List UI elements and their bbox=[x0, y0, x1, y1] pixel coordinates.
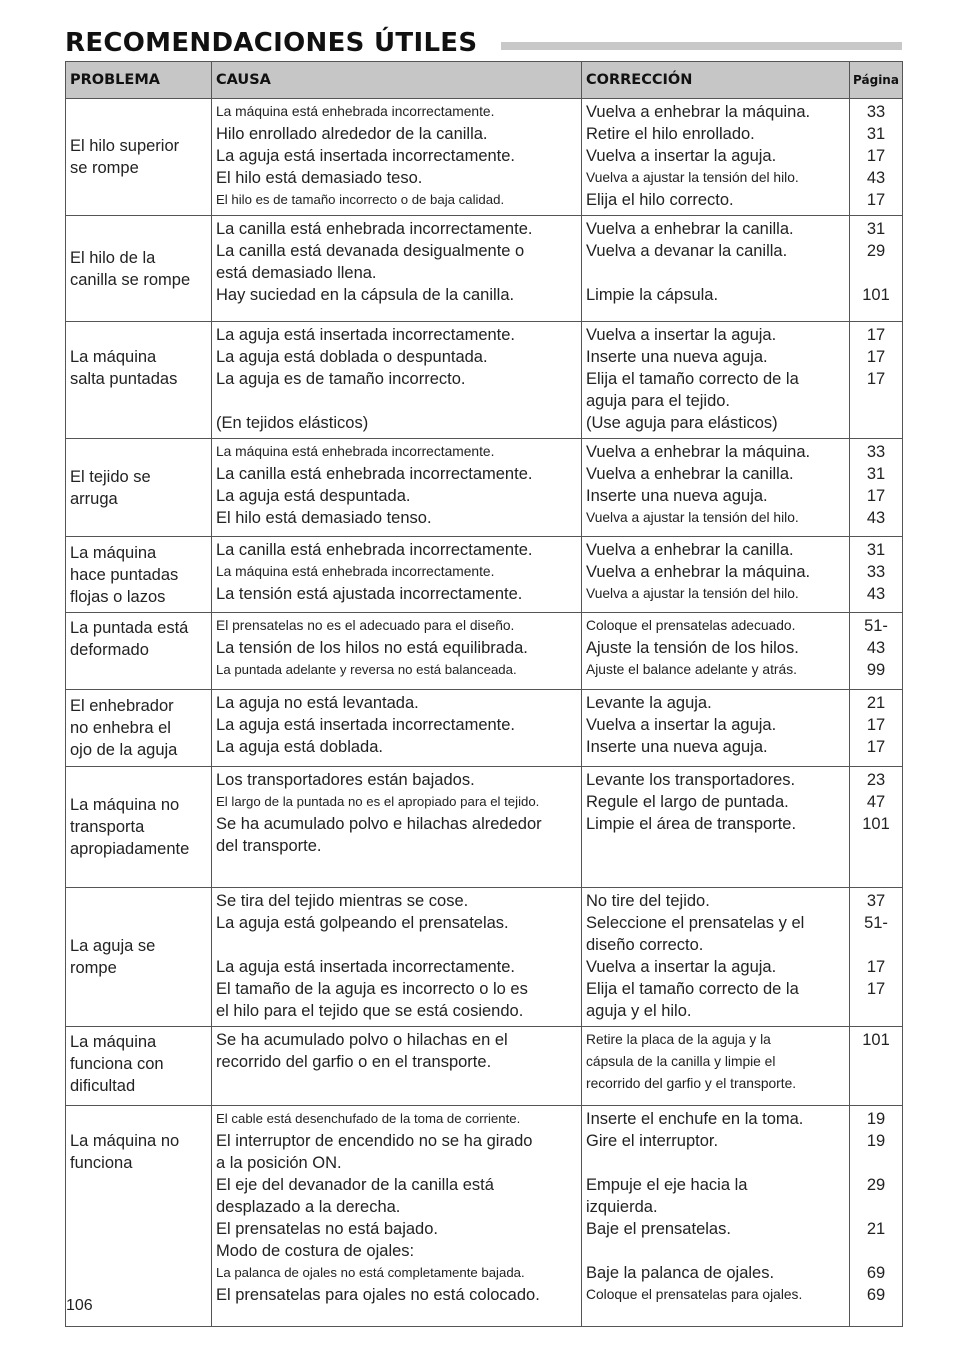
page-ref-cell bbox=[850, 767, 903, 888]
correction-text: Vuelva a enhebrar la máquina. bbox=[586, 563, 811, 581]
cause-cell bbox=[212, 99, 582, 216]
troubleshooting-table bbox=[65, 61, 903, 1327]
cause-text: el hilo para el tejido que se está cosiendo. bbox=[216, 1002, 524, 1020]
correction-cell bbox=[582, 1106, 850, 1327]
page-ref: 29 bbox=[866, 1176, 886, 1194]
table-row bbox=[66, 537, 903, 613]
cause-text: La aguja está golpeando el prensatelas. bbox=[216, 914, 509, 932]
page-ref: 69 bbox=[866, 1264, 886, 1282]
table-header-row bbox=[66, 62, 903, 99]
page-ref: 33 bbox=[866, 563, 886, 581]
page-ref: 101 bbox=[862, 286, 890, 304]
correction-text: Gire el interruptor. bbox=[586, 1132, 719, 1150]
page-ref-cell bbox=[850, 537, 903, 613]
page-ref: 51- bbox=[864, 914, 888, 932]
cause-cell bbox=[212, 767, 582, 888]
header-page: Página bbox=[850, 62, 903, 99]
problem-text: deformado bbox=[70, 641, 149, 659]
cause-text: El interruptor de encendido no se ha girado bbox=[216, 1132, 533, 1150]
page-ref: 17 bbox=[866, 716, 886, 734]
cause-text: La tensión de los hilos no está equilibrada. bbox=[216, 639, 528, 657]
page-ref-cell bbox=[850, 1027, 903, 1106]
cause-cell bbox=[212, 613, 582, 690]
problem-text: La máquina bbox=[70, 348, 157, 366]
cause-text: La máquina está enhebrada incorrectamente. bbox=[216, 104, 495, 119]
page-ref-cell bbox=[850, 1106, 903, 1327]
problem-cell bbox=[66, 99, 212, 216]
cause-text: El prensatelas no está bajado. bbox=[216, 1220, 438, 1238]
problem-cell bbox=[66, 613, 212, 690]
correction-text: cápsula de la canilla y limpie el bbox=[586, 1054, 776, 1069]
page-ref: 101 bbox=[862, 815, 890, 833]
cause-cell bbox=[212, 537, 582, 613]
cause-text: El prensatelas no es el adecuado para el diseño. bbox=[216, 618, 515, 633]
cause-cell bbox=[212, 1106, 582, 1327]
correction-text: Vuelva a insertar la aguja. bbox=[586, 326, 777, 344]
correction-text: Inserte una nueva aguja. bbox=[586, 487, 768, 505]
problem-text: El hilo superior bbox=[70, 137, 180, 155]
header-cause: CAUSA bbox=[212, 62, 582, 99]
cause-text: Los transportadores están bajados. bbox=[216, 771, 475, 789]
table-row bbox=[66, 613, 903, 690]
page-ref-cell bbox=[850, 613, 903, 690]
page-ref bbox=[854, 1196, 898, 1218]
page-ref: 33 bbox=[866, 443, 886, 461]
page-ref: 17 bbox=[866, 370, 886, 388]
cause-cell bbox=[212, 439, 582, 537]
page-ref bbox=[854, 1000, 898, 1022]
page-ref bbox=[854, 1152, 898, 1174]
cause-text: El hilo está demasiado tenso. bbox=[216, 509, 432, 527]
page-ref: 31 bbox=[866, 125, 886, 143]
page-ref: 21 bbox=[866, 1220, 886, 1238]
correction-cell bbox=[582, 690, 850, 767]
correction-text: Seleccione el prensatelas y el bbox=[586, 914, 805, 932]
cause-text: El cable está desenchufado de la toma de corriente. bbox=[216, 1111, 521, 1126]
page-ref: 43 bbox=[866, 639, 886, 657]
correction-text: No tire del tejido. bbox=[586, 892, 710, 910]
cause-text: del transporte. bbox=[216, 837, 322, 855]
correction-cell bbox=[582, 613, 850, 690]
page-ref: 17 bbox=[866, 326, 886, 344]
page-ref: 51- bbox=[864, 617, 888, 635]
correction-text: Baje la palanca de ojales. bbox=[586, 1264, 775, 1282]
problem-text: La máquina bbox=[70, 543, 157, 562]
correction-text: Vuelva a enhebrar la máquina. bbox=[586, 103, 811, 121]
cause-text: El tamaño de la aguja es incorrecto o lo es bbox=[216, 980, 528, 998]
cause-text: El prensatelas para ojales no está colocado. bbox=[216, 1286, 540, 1304]
correction-text: Baje el prensatelas. bbox=[586, 1220, 731, 1238]
table-body bbox=[66, 99, 903, 1327]
page-ref: 19 bbox=[866, 1132, 886, 1150]
correction-text: Elija el tamaño correcto de la bbox=[586, 370, 799, 388]
page-ref-cell bbox=[850, 888, 903, 1027]
correction-text: Regule el largo de puntada. bbox=[586, 793, 789, 811]
cause-text: El largo de la puntada no es el apropiado para el tejido. bbox=[216, 794, 540, 809]
correction-text bbox=[586, 1152, 845, 1174]
correction-text: aguja para el tejido. bbox=[586, 392, 731, 410]
page-ref: 33 bbox=[866, 103, 886, 121]
page-ref bbox=[854, 1240, 898, 1262]
table-row bbox=[66, 216, 903, 322]
cause-text: La aguja no está levantada. bbox=[216, 694, 419, 712]
correction-text: Empuje el eje hacia la bbox=[586, 1176, 748, 1194]
page-title: RECOMENDACIONES ÚTILES bbox=[65, 28, 478, 58]
page-ref bbox=[854, 412, 898, 434]
page-ref: 31 bbox=[866, 465, 886, 483]
problem-text: dificultad bbox=[70, 1077, 136, 1095]
page-ref: 47 bbox=[866, 793, 886, 811]
correction-text: Coloque el prensatelas para ojales. bbox=[586, 1287, 803, 1302]
correction-cell bbox=[582, 322, 850, 439]
cause-text: La aguja es de tamaño incorrecto. bbox=[216, 370, 466, 388]
correction-text: Retire el hilo enrollado. bbox=[586, 125, 755, 143]
cause-text: La canilla está enhebrada incorrectamente. bbox=[216, 220, 533, 238]
table-row bbox=[66, 439, 903, 537]
cause-cell bbox=[212, 322, 582, 439]
page-ref-cell bbox=[850, 99, 903, 216]
page-ref: 31 bbox=[866, 541, 886, 559]
table-row bbox=[66, 1027, 903, 1106]
correction-text: Ajuste el balance adelante y atrás. bbox=[586, 662, 797, 677]
correction-text: Vuelva a enhebrar la canilla. bbox=[586, 541, 794, 559]
correction-text: aguja y el hilo. bbox=[586, 1002, 692, 1020]
page-ref: 21 bbox=[866, 694, 886, 712]
correction-cell bbox=[582, 1027, 850, 1106]
problem-cell bbox=[66, 1027, 212, 1106]
cause-text bbox=[216, 934, 577, 956]
correction-cell bbox=[582, 537, 850, 613]
correction-text bbox=[586, 835, 845, 857]
table-row bbox=[66, 767, 903, 888]
correction-text: Levante los transportadores. bbox=[586, 771, 796, 789]
correction-cell bbox=[582, 216, 850, 322]
page-ref-cell bbox=[850, 216, 903, 322]
page-ref: 101 bbox=[862, 1031, 890, 1049]
page-ref: 37 bbox=[866, 892, 886, 910]
cause-text: desplazado a la derecha. bbox=[216, 1198, 401, 1216]
title-rule bbox=[501, 42, 902, 50]
cause-text: La palanca de ojales no está completamente bajada. bbox=[216, 1265, 525, 1280]
page-ref: 43 bbox=[866, 509, 886, 527]
problem-text: salta puntadas bbox=[70, 370, 178, 388]
correction-text: diseño correcto. bbox=[586, 936, 704, 954]
problem-text: se rompe bbox=[70, 159, 139, 177]
correction-text: Inserte el enchufe en la toma. bbox=[586, 1110, 804, 1128]
correction-text: izquierda. bbox=[586, 1198, 658, 1216]
cause-text: La puntada adelante y reversa no está balanceada. bbox=[216, 662, 517, 677]
cause-text: La aguja está insertada incorrectamente. bbox=[216, 147, 516, 165]
header-problem: PROBLEMA bbox=[66, 62, 212, 99]
correction-text: Elija el tamaño correcto de la bbox=[586, 980, 799, 998]
page-ref-cell bbox=[850, 690, 903, 767]
cause-text: (En tejidos elásticos) bbox=[216, 414, 369, 432]
page-ref: 23 bbox=[866, 771, 886, 789]
page-ref: 69 bbox=[866, 1286, 886, 1304]
cause-text: Modo de costura de ojales: bbox=[216, 1242, 415, 1260]
cause-text: La canilla está enhebrada incorrectamente. bbox=[216, 541, 533, 559]
correction-text: Levante la aguja. bbox=[586, 694, 712, 712]
cause-text: Se ha acumulado polvo e hilachas alrededor bbox=[216, 815, 542, 833]
cause-text: está demasiado llena. bbox=[216, 264, 377, 282]
problem-cell bbox=[66, 888, 212, 1027]
cause-text: La aguja está doblada. bbox=[216, 738, 383, 756]
page-ref: 29 bbox=[866, 242, 886, 260]
page-ref: 19 bbox=[866, 1110, 886, 1128]
problem-text: ojo de la aguja bbox=[70, 741, 178, 759]
correction-text: Vuelva a enhebrar la canilla. bbox=[586, 465, 794, 483]
cause-text: La máquina está enhebrada incorrectamente. bbox=[216, 564, 495, 579]
page-ref: 17 bbox=[866, 191, 886, 209]
correction-text: recorrido del garfio y el transporte. bbox=[586, 1076, 797, 1091]
cause-text bbox=[216, 1073, 577, 1095]
problem-text: arruga bbox=[70, 489, 118, 508]
page-ref: 17 bbox=[866, 348, 886, 366]
cause-text: El hilo es de tamaño incorrecto o de baja calidad. bbox=[216, 192, 505, 207]
table-row bbox=[66, 690, 903, 767]
page-ref bbox=[854, 1073, 898, 1095]
page-ref: 17 bbox=[866, 958, 886, 976]
cause-cell bbox=[212, 888, 582, 1027]
page-ref-cell bbox=[850, 439, 903, 537]
page-ref: 17 bbox=[866, 487, 886, 505]
problem-cell bbox=[66, 322, 212, 439]
cause-text: La aguja está despuntada. bbox=[216, 487, 411, 505]
correction-text: Inserte una nueva aguja. bbox=[586, 738, 768, 756]
cause-text: Hay suciedad en la cápsula de la canilla. bbox=[216, 286, 515, 304]
problem-text: La puntada está bbox=[70, 619, 189, 637]
problem-cell bbox=[66, 537, 212, 613]
cause-text: El eje del devanador de la canilla está bbox=[216, 1176, 494, 1194]
problem-text: El hilo de la bbox=[70, 248, 156, 267]
correction-text bbox=[586, 262, 845, 284]
page-ref bbox=[854, 262, 898, 284]
table-row bbox=[66, 322, 903, 439]
correction-text: (Use aguja para elásticos) bbox=[586, 414, 778, 432]
correction-text: Vuelva a insertar la aguja. bbox=[586, 958, 777, 976]
problem-text: La máquina no bbox=[70, 1132, 180, 1150]
header-correction: CORRECCIÓN bbox=[582, 62, 850, 99]
correction-text: Vuelva a ajustar la tensión del hilo. bbox=[586, 586, 799, 601]
cause-text: Se ha acumulado polvo o hilachas en el bbox=[216, 1031, 508, 1049]
cause-text: recorrido del garfio o en el transporte. bbox=[216, 1053, 492, 1071]
problem-text: no enhebra el bbox=[70, 719, 171, 737]
problem-text: La máquina no bbox=[70, 796, 180, 814]
correction-cell bbox=[582, 888, 850, 1027]
correction-text: Limpie la cápsula. bbox=[586, 286, 719, 304]
page-ref bbox=[854, 390, 898, 412]
problem-cell bbox=[66, 216, 212, 322]
correction-text: Vuelva a enhebrar la canilla. bbox=[586, 220, 794, 238]
page-ref bbox=[854, 835, 898, 857]
correction-text: Limpie el área de transporte. bbox=[586, 815, 797, 833]
page-ref: 99 bbox=[866, 661, 886, 679]
problem-text: hace puntadas bbox=[70, 565, 179, 584]
page-number: 106 bbox=[66, 1297, 93, 1314]
problem-cell bbox=[66, 767, 212, 888]
problem-text: rompe bbox=[70, 959, 117, 977]
correction-text bbox=[586, 1240, 845, 1262]
correction-text: Vuelva a insertar la aguja. bbox=[586, 716, 777, 734]
cause-text: La máquina está enhebrada incorrectamente. bbox=[216, 444, 495, 459]
page-ref bbox=[854, 1051, 898, 1073]
title-bar bbox=[65, 26, 902, 60]
table-row bbox=[66, 1106, 903, 1327]
cause-text: La aguja está insertada incorrectamente. bbox=[216, 326, 516, 344]
correction-text: Ajuste la tensión de los hilos. bbox=[586, 639, 799, 657]
cause-text: La canilla está devanada desigualmente o bbox=[216, 242, 525, 260]
correction-text: Elija el hilo correcto. bbox=[586, 191, 734, 209]
cause-cell bbox=[212, 690, 582, 767]
cause-text: a la posición ON. bbox=[216, 1154, 342, 1172]
problem-text: canilla se rompe bbox=[70, 270, 191, 289]
problem-text: La máquina bbox=[70, 1033, 157, 1051]
problem-text: funciona con bbox=[70, 1055, 164, 1073]
problem-cell bbox=[66, 690, 212, 767]
correction-text: Vuelva a insertar la aguja. bbox=[586, 147, 777, 165]
problem-text: El enhebrador bbox=[70, 697, 174, 715]
cause-text: La aguja está doblada o despuntada. bbox=[216, 348, 488, 366]
correction-text: Coloque el prensatelas adecuado. bbox=[586, 618, 796, 633]
cause-text: El hilo está demasiado teso. bbox=[216, 169, 423, 187]
problem-cell bbox=[66, 1106, 212, 1327]
page-ref: 17 bbox=[866, 980, 886, 998]
correction-cell bbox=[582, 99, 850, 216]
cause-text: La canilla está enhebrada incorrectamente. bbox=[216, 465, 533, 483]
cause-text: Se tira del tejido mientras se cose. bbox=[216, 892, 469, 910]
correction-text: Vuelva a ajustar la tensión del hilo. bbox=[586, 510, 799, 525]
table-row bbox=[66, 888, 903, 1027]
problem-text: flojas o lazos bbox=[70, 587, 166, 606]
cause-text: Hilo enrollado alrededor de la canilla. bbox=[216, 125, 488, 143]
correction-cell bbox=[582, 439, 850, 537]
problem-text: apropiadamente bbox=[70, 840, 190, 858]
page-ref: 17 bbox=[866, 147, 886, 165]
problem-text: funciona bbox=[70, 1154, 133, 1172]
page-ref: 17 bbox=[866, 738, 886, 756]
table-row bbox=[66, 99, 903, 216]
correction-text: Inserte una nueva aguja. bbox=[586, 348, 768, 366]
cause-text: La tensión está ajustada incorrectamente. bbox=[216, 585, 523, 603]
problem-text: El tejido se bbox=[70, 467, 151, 486]
page-ref bbox=[854, 934, 898, 956]
problem-cell bbox=[66, 439, 212, 537]
page-ref-cell bbox=[850, 322, 903, 439]
correction-text: Vuelva a devanar la canilla. bbox=[586, 242, 788, 260]
page-ref: 43 bbox=[866, 585, 886, 603]
page-ref: 43 bbox=[866, 169, 886, 187]
problem-text: transporta bbox=[70, 818, 145, 836]
correction-text: Vuelva a ajustar la tensión del hilo. bbox=[586, 170, 799, 185]
problem-text: La aguja se bbox=[70, 937, 156, 955]
page-ref: 31 bbox=[866, 220, 886, 238]
cause-text: La aguja está insertada incorrectamente. bbox=[216, 716, 516, 734]
correction-cell bbox=[582, 767, 850, 888]
cause-cell bbox=[212, 216, 582, 322]
cause-text bbox=[216, 390, 577, 412]
correction-text: Retire la placa de la aguja y la bbox=[586, 1032, 771, 1047]
correction-text: Vuelva a enhebrar la máquina. bbox=[586, 443, 811, 461]
cause-text: La aguja está insertada incorrectamente. bbox=[216, 958, 516, 976]
cause-cell bbox=[212, 1027, 582, 1106]
